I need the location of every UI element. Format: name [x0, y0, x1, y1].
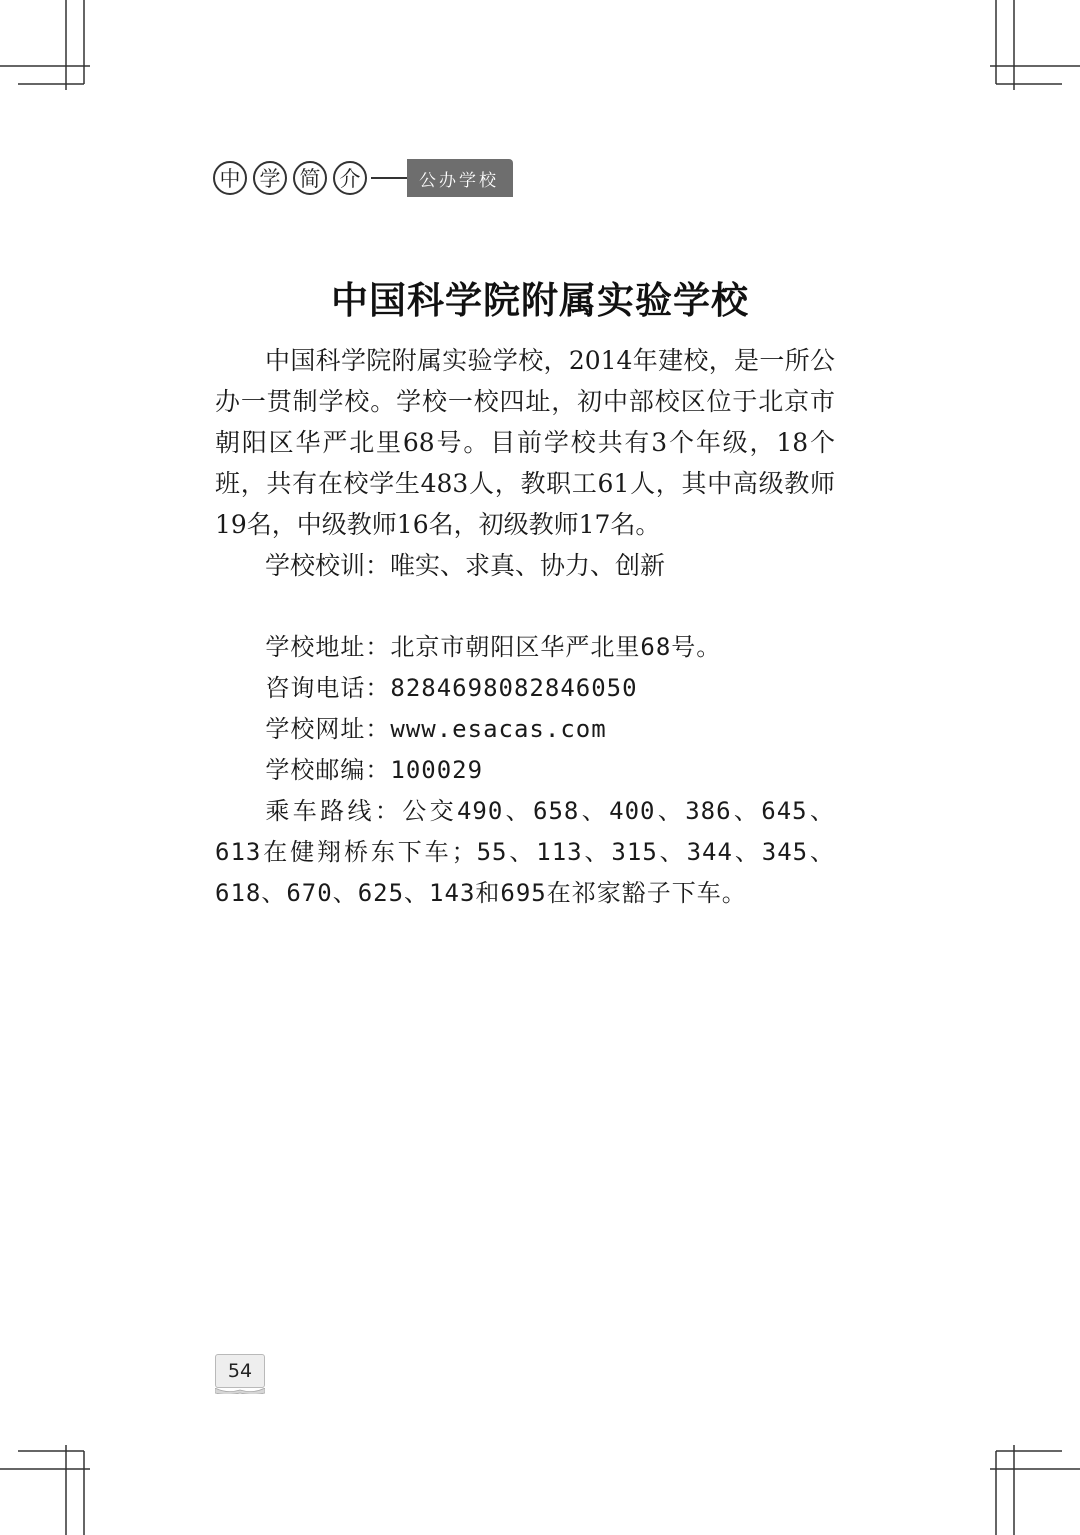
- motto-paragraph: 学校校训：唯实、求真、协力、创新: [265, 551, 666, 580]
- header-circled-char: 简: [293, 161, 327, 195]
- header-circled-char: 中: [213, 161, 247, 195]
- page-number: 54: [215, 1354, 265, 1388]
- school-description: [215, 340, 835, 586]
- address-line: 学校地址：北京市朝阳区华严北里68号。: [265, 633, 722, 661]
- header-category-tab: 公办学校: [407, 159, 513, 197]
- phone-line: 咨询电话：8284698082846050: [265, 674, 638, 702]
- intro-paragraph: 中国科学院附属实验学校，2014年建校，是一所公办一贯制学校。学校一校四址，初中部校区位于北京市朝阳区华严北里68号。目前学校共有3个年级，18个班，共有在校学生483人，教职工61人，其中高级教师19名，中级教师16名，初级教师17名。: [215, 346, 835, 539]
- book-base-icon: [215, 1388, 265, 1394]
- postcode-line: 学校邮编：100029: [265, 756, 484, 784]
- website-line: 学校网址：www.esacas.com: [265, 715, 607, 743]
- page-title: 中国科学院附属实验学校: [331, 279, 749, 322]
- crop-mark-top-left: [0, 0, 90, 90]
- header-connector-line: [371, 177, 407, 179]
- contact-info: [215, 627, 835, 914]
- crop-mark-bottom-left: [0, 1445, 90, 1535]
- section-header: [213, 157, 513, 199]
- crop-mark-top-right: [990, 0, 1080, 90]
- page-number-badge: [215, 1354, 265, 1394]
- header-circled-char: 介: [333, 161, 367, 195]
- header-circled-char: 学: [253, 161, 287, 195]
- bus-route-line: 乘车路线：公交490、658、400、386、645、613在健翔桥东下车；55、113、315、344、345、618、670、625、143和695在祁家豁子下车。: [215, 797, 835, 907]
- crop-mark-bottom-right: [990, 1445, 1080, 1535]
